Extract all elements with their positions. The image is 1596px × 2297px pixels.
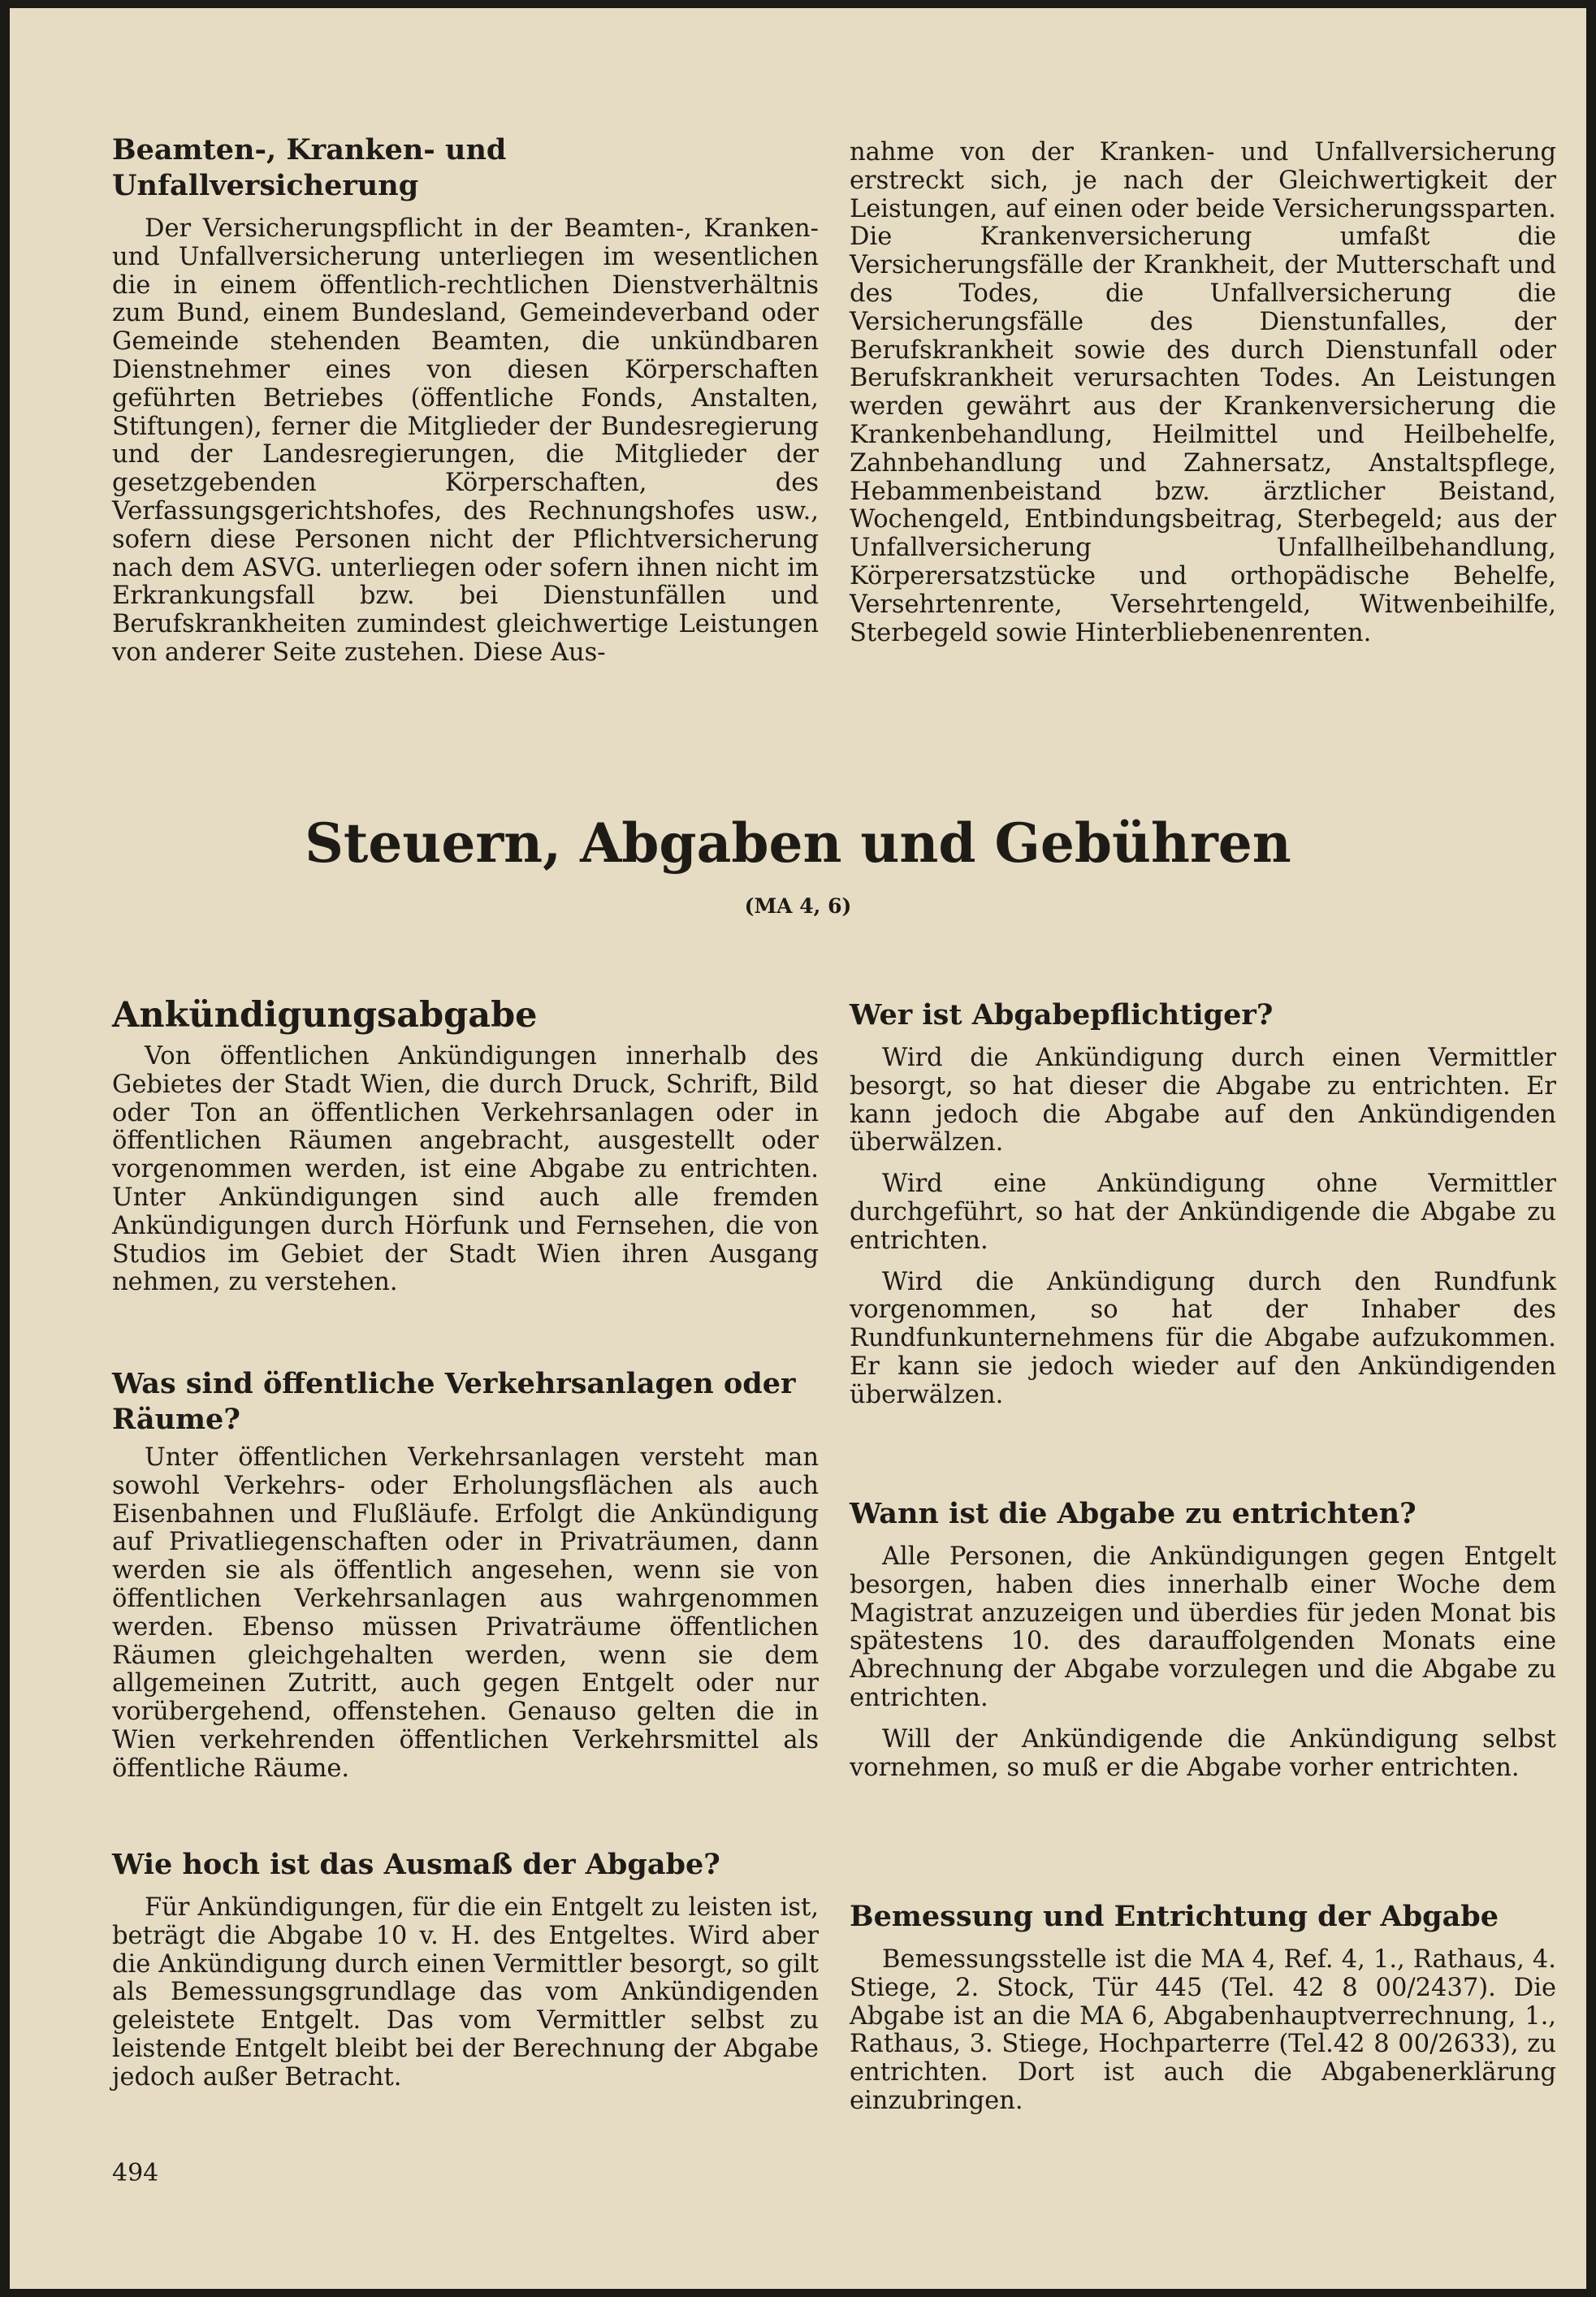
section-heading-beamten: Beamten-, Kranken- und Unfallversicherung	[112, 133, 507, 202]
paragraph-vermittler: Wird die Ankündigung durch einen Vermittler besorgt, so hat dieser die Abgabe zu entrichten. Er kann jedoch die Abgabe auf den Ankündigenden überwälzen.	[850, 1044, 1556, 1157]
paragraph-ausmass: Für Ankündigungen, für die ein Entgelt zu leisten ist, beträgt die Abgabe 10 v. H. des Entgeltes. Wird aber die Ankündigung durch einen Vermittler besorgt, so gilt als Bemessungsgrundlage das vom Ankündigenden geleistete Entgelt. Das vom Vermittler selbst zu leistende Entgelt bleibt bei der Berechnung der Abgabe jedoch außer Betracht.	[112, 1893, 819, 2092]
paragraph-ausnahme: nahme von der Kranken- und Unfallversicherung erstreckt sich, je nach der Gleichwertigkeit der Leistungen, auf einen oder beide Versicherungssparten. Die Krankenversicherung umfaßt die Versicherungsfälle der Krankheit, der Mutterschaft und des Todes, die Unfallversicherung die Versicherungsfälle des Dienstunfalles, der Berufskrankheit sowie des durch Dienstunfall oder Berufskrankheit verursachten Todes. An Leistungen werden gewährt aus der Krankenversicherung die Krankenbehandlung, Heilmittel und Heilbehelfe, Zahnbehandlung und Zahnersatz, Anstaltspflege, Hebammenbeistand bzw. ärztlicher Beistand, Wochengeld, Entbindungsbeitrag, Sterbegeld; aus der Unfallversicherung Unfallheilbehandlung, Körperersatzstücke und orthopädische Behelfe, Versehrtenrente, Versehrtengeld, Witwenbeihilfe, Sterbegeld sowie Hinterbliebenenrenten.	[850, 138, 1556, 647]
section-heading-ankuendigungsabgabe: Ankündigungsabgabe	[112, 995, 538, 1036]
page	[10, 8, 1586, 2289]
paragraph-bemessungsstelle: Bemessungsstelle ist die MA 4, Ref. 4, 1., Rathaus, 4. Stiege, 2. Stock, Tür 445 (Tel. 42 8 00/2437). Die Abgabe ist an die MA 6, Abgabenhauptverrechnung, 1., Rathaus, 3. Stiege, Hochparterre (Tel.42 8 00/2633), zu entrichten. Dort ist auch die Abgabenerklärung einzubringen.	[850, 1945, 1556, 2115]
page-number: 494	[112, 2159, 159, 2187]
section-heading-bemessung: Bemessung und Entrichtung der Abgabe	[850, 1900, 1499, 1933]
paragraph-anzeige: Alle Personen, die Ankündigungen gegen Entgelt besorgen, haben dies innerhalb einer Woche dem Magistrat anzuzeigen und überdies für jeden Monat bis spätestens 10. des darauffolgenden Monats eine Abrechnung der Abgabe vorzulegen und die Abgabe zu entrichten.	[850, 1542, 1556, 1712]
section-heading-abgabepflichtiger: Wer ist Abgabepflichtiger?	[850, 998, 1274, 1032]
page-title: Steuern, Abgaben und Gebühren	[305, 811, 1291, 875]
top-left-column	[112, 132, 819, 668]
paragraph-selbst-vornehmen: Will der Ankündigende die Ankündigung selbst vornehmen, so muß er die Abgabe vorher entrichten.	[850, 1724, 1556, 1782]
paragraph-ankuendigungsabgabe: Von öffentlichen Ankündigungen innerhalb des Gebietes der Stadt Wien, die durch Druck, Schrift, Bild oder Ton an öffentlichen Verkehrsanlagen oder in öffentlichen Räumen angebracht, ausgestellt oder vorgenommen werden, ist eine Abgabe zu entrichten. Unter Ankündigungen sind auch alle fremden Ankündigungen durch Hörfunk und Fernsehen, die von Studios im Gebiet der Stadt Wien ihren Ausgang nehmen, zu verstehen.	[112, 1042, 819, 1297]
right-column-abgabepflichtiger	[850, 997, 1556, 1410]
left-column-verkehrsanlagen	[112, 1366, 819, 1784]
left-column-ankuendigungsabgabe	[112, 996, 819, 1297]
paragraph-ohne-vermittler: Wird eine Ankündigung ohne Vermittler durchgeführt, so hat der Ankündigende die Abgabe zu entrichten.	[850, 1170, 1556, 1255]
paragraph-verkehrsanlagen: Unter öffentlichen Verkehrsanlagen versteht man sowohl Verkehrs- oder Erholungsflächen als auch Eisenbahnen und Flußläufe. Erfolgt die Ankündigung auf Privatliegenschaften oder in Privaträumen, dann werden sie als öffentlich angesehen, wenn sie von öffentlichen Verkehrsanlagen aus wahrgenommen werden. Ebenso müssen Privaträume öffentlichen Räumen gleichgehalten werden, wenn sie dem allgemeinen Zutritt, auch gegen Entgelt oder nur vorübergehend, offenstehen. Genauso gelten die in Wien verkehrenden öffentlichen Verkehrsmittel als öffentliche Räume.	[112, 1443, 819, 1783]
section-heading-verkehrsanlagen: Was sind öffentliche Verkehrsanlagen oder Räume?	[112, 1367, 796, 1436]
left-column-ausmass	[112, 1847, 819, 2092]
page-subtitle: (MA 4, 6)	[744, 894, 852, 918]
right-column-bemessung	[850, 1899, 1556, 2116]
paragraph-versicherungspflicht: Der Versicherungspflicht in der Beamten-, Kranken- und Unfallversicherung unterliegen im wesentlichen die in einem öffentlich-rechtlichen Dienstverhältnis zum Bund, einem Bundesland, Gemeindeverband oder Gemeinde stehenden Beamten, die unkündbaren Dienstnehmer eines von diesen Körperschaften geführten Betriebes (öffentliche Fonds, Anstalten, Stiftungen), ferner die Mitglieder der Bundesregierung und der Landesregierungen, die Mitglieder der gesetzgebenden Körperschaften, des Verfassungsgerichtshofes, des Rechnungshofes usw., sofern diese Personen nicht der Pflichtversicherung nach dem ASVG. unterliegen oder sofern ihnen nicht im Erkrankungsfall bzw. bei Dienstunfällen und Berufskrankheiten zumindest gleichwertige Leistungen von anderer Seite zustehen. Diese Aus-	[112, 214, 819, 667]
top-right-column	[850, 139, 1556, 647]
section-heading-ausmass: Wie hoch ist das Ausmaß der Abgabe?	[112, 1848, 720, 1881]
section-heading-entrichtung: Wann ist die Abgabe zu entrichten?	[850, 1497, 1417, 1530]
paragraph-rundfunk: Wird die Ankündigung durch den Rundfunk vorgenommen, so hat der Inhaber des Rundfunkunternehmens für die Abgabe aufzukommen. Er kann sie jedoch wieder auf den Ankündigenden überwälzen.	[850, 1267, 1556, 1409]
right-column-entrichtung	[850, 1496, 1556, 1782]
